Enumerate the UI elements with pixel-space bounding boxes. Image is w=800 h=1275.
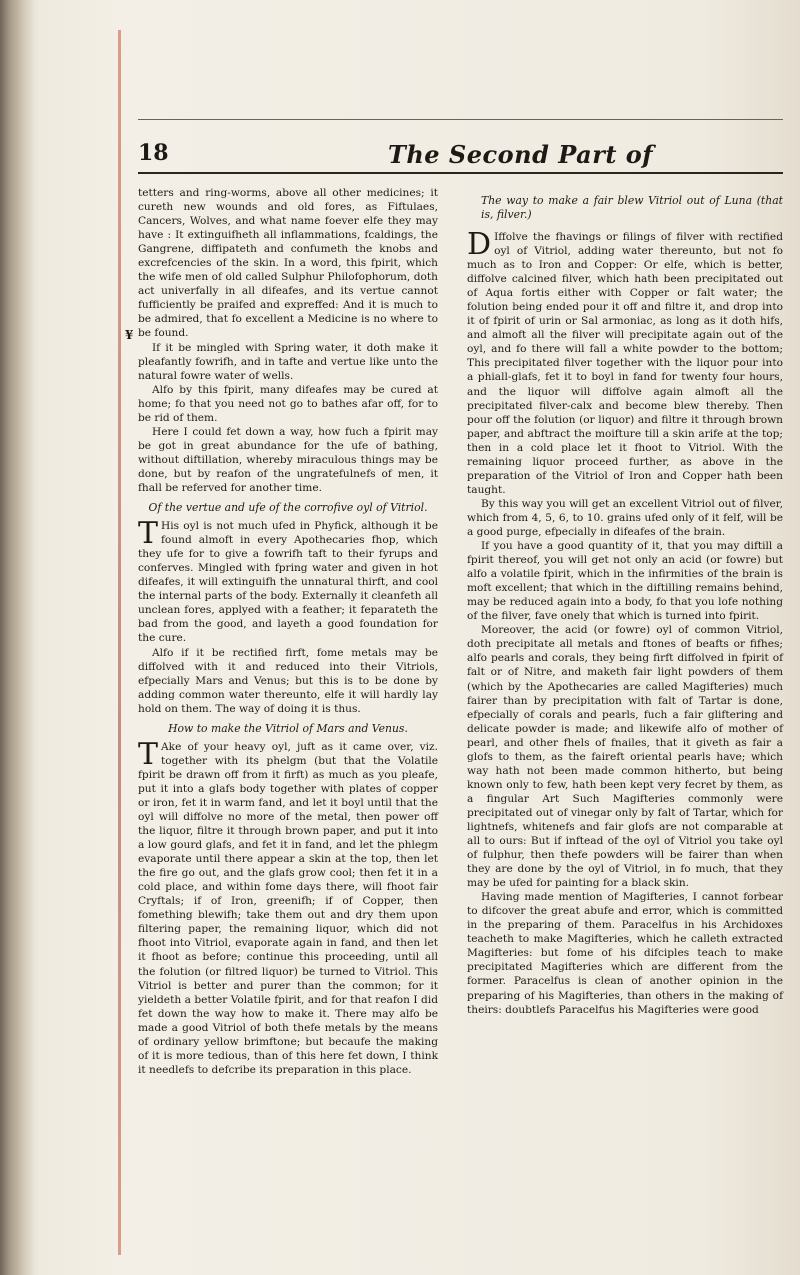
paragraph: tetters and ring-worms, above all other medicines; it cureth new wounds and old fores, as Fiftulaes, Cancers, Wolves, and what name foever elfe they may have : It extinguifheth all inflammations, fcaldings, the Gangrene, diffipateth and confumeth the knobs and excrefcencies of the skin. In a word, this fpirit, which the wife men of old called Sulphur Philofophorum, doth act univerfally in all difeafes, and its vertue cannot fufficiently be praifed and expreffed: And it is much to be admired, that fo excellent a Medicine is no where to be found. <box>138 187 438 340</box>
paragraph <box>467 227 783 497</box>
margin-stain <box>118 30 121 1255</box>
paragraph: Alfo by this fpirit, many difeafes may be cured at home; fo that you need not go to bathes afar off, for to be rid of them. <box>138 383 438 424</box>
paragraph-text: His oyl is not much ufed in Phyfick, although it be found almoft in every Apothecaries fhop, which they ufe for to give a fowrifh taft to their fyrups and conferves. Mingled with fpring water and given in hot difeafes, it will extinguifh the unnatural thirft, and cool the internal parts of the body. Externally it cleanfeth all unclean fores, applyed with a feather; it feparateth the bad from the good, and layeth a good foundation for the cure. <box>138 520 438 645</box>
paragraph: Alfo if it be rectified firft, fome metals may be diffolved with it and reduced into their Vitriols, efpecially Mars and Venus; but this is to be done by adding common water thereunto, elfe it will hardly lay hold on them. The way of doing it is thus. <box>138 646 438 715</box>
section-title: Of the vertue and ufe of the corrofive oyl of Vitriol. <box>148 501 428 515</box>
right-column <box>467 188 783 1017</box>
paragraph: By this way you will get an excellent Vitriol out of filver, which from 4, 5, 6, to 10. grains ufed only of it felf, will be a good purge, efpecially in difeafes of the brain. <box>467 497 783 538</box>
running-title: The Second Part of <box>388 140 654 169</box>
paragraph: Moreover, the acid (or fowre) oyl of common Vitriol, doth precipitate all metals and ftones of beafts or fifhes; alfo pearls and corals, they being firft diffolved in fpirit of falt or of Nitre, and maketh fair light powders of them (which by the Apothecaries are called Magifteries) much fairer than by precipitation with falt of Tartar is done, efpecially of corals and pearls, fuch a fair gliftering and delicate powder is made; and likewife alfo of mother of pearl, and other fhels of fnailes, that it giveth as fair a glofs to them, as the faireft oriental pearls have; which way hath not been made common hitherto, but being known only to few, hath been kept very fecret by them, as a fingular Art Such Magifteries commonly were precipitated out of vinegar only by falt of Tartar, which for lightnefs, whitenefs and fair glofs are not comparable at all to ours: But if inftead of the oyl of Vitriol you take oyl of fulphur, then thefe powders will be fairer than when they are done by the oyl of Vitriol, in fo much, that they may be ufed for painting for a black skin. <box>467 624 783 890</box>
paragraph <box>138 516 438 645</box>
section-title: The way to make a fair blew Vitriol out of Luna (that is, filver.) <box>481 194 783 221</box>
paragraph: If it be mingled with Spring water, it doth make it pleafantly fowrifh, and in tafte and vertue like unto the natural fowre water of wells. <box>138 341 438 382</box>
header-rule <box>138 172 783 174</box>
page-gutter <box>0 0 34 1275</box>
drop-cap: T <box>138 736 159 772</box>
section-title: How to make the Vitriol of Mars and Venus. <box>168 721 408 735</box>
paragraph-text: Iffolve the fhavings or filings of filver with rectified oyl of Vitriol, adding water thereunto, but not fo much as to Iron and Copper: Or elfe, which is better, diffolve calcined filver, which hath been precipitated out of Aqua fortis either with Copper or falt water; the folution being ended pour it off and filtre it, and drop into it of fpirit of urin or Sal armoniac, as long as it doth hifs, and almoft all the filver will precipitate again out of the oyl, and fo there will fall a white powder to the bottom; This precipitated filver together with the liquor pour into a phiall-glafs, fet it to boyl in fand for twenty four hours, and the liquor will diffolve again almoft all the precipitated filver-calx and become blew thereby. Then pour off the folution (or liquor) and filtre it through brown paper, and abftract the moifture till a skin arife at the top; then in a cold place let it fhoot to Vitriol. With the remaining liquor proceed further, as above in the preparation of the Vitriol of Iron and Copper hath been taught. <box>467 231 783 496</box>
margin-mark: ¥ <box>125 328 134 342</box>
drop-cap: D <box>467 227 492 262</box>
paragraph: Having made mention of Magifteries, I cannot forbear to difcover the great abufe and error, which is committed in the preparing of them. Paracelfus in his Archidoxes teacheth to make Magifteries, which he calleth extracted Magifteries: but fome of his difciples teach to make precipitated Magifteries which are different from the former. Paracelfus is clean of another opinion in the preparing of his Magifteries, than others in the making of theirs: doubtlefs Paracelfus his Magifteries were good <box>467 891 783 1016</box>
paragraph: If you have a good quantity of it, that you may diftill a fpirit thereof, you will get not only an acid (or fowre) but alfo a volatile fpirit, which in the infirmities of the brain is moft excellent; that which in the diftilling remains behind, may be reduced again into a body, fo that you lofe nothing of the filver, fave onely that which is turned into fpirit. <box>467 540 783 623</box>
top-rule <box>138 119 783 120</box>
page-number: 18 <box>138 140 169 166</box>
page-header <box>138 140 778 172</box>
paragraph-text: Ake of your heavy oyl, juft as it came over, viz. together with its phelgm (but that the Volatile fpirit be drawn off from it firft) as much as you pleafe, put it into a glafs body together with plates of copper or iron, fet it in warm fand, and let it boyl until that the oyl will diffolve no more of the metal, then power off the liquor, filtre it through brown paper, and put it into a low gourd glafs, and fet it in fand, and let the phlegm evaporate until there appear a skin at the top, then let the fire go out, and the glafs grow cool; then fet it in a cold place, and within fome days there, will fhoot fair Cryftals; if of Iron, greenifh; if of Copper, then fomething blewifh; take them out and dry them upon filtering paper, the remaining liquor, which did not fhoot into Vitriol, evaporate again in fand, and then let it fhoot as before; continue this proceeding, until all the folution (or filtred liquor) be turned to Vitriol. This Vitriol is better and purer than the common; for it yieldeth a better Volatile fpirit, and for that reafon I did fet down the way how to make it. There may alfo be made a good Vitriol of both thefe metals by the means of ordinary yellow brimftone; but becaufe the making of it is more tedious, than of this here fet down, I think it needlefs to defcribe its preparation in this place. <box>138 740 438 1076</box>
paragraph <box>138 736 438 1077</box>
drop-cap: T <box>138 516 159 552</box>
paragraph: Here I could fet down a way, how fuch a fpirit may be got in great abundance for the ufe of bathing, without diftillation, whereby miraculous things may be done, but by reafon of the ungratefulnefs of men, it fhall be referved for another time. <box>138 425 438 494</box>
left-column <box>138 186 438 1077</box>
